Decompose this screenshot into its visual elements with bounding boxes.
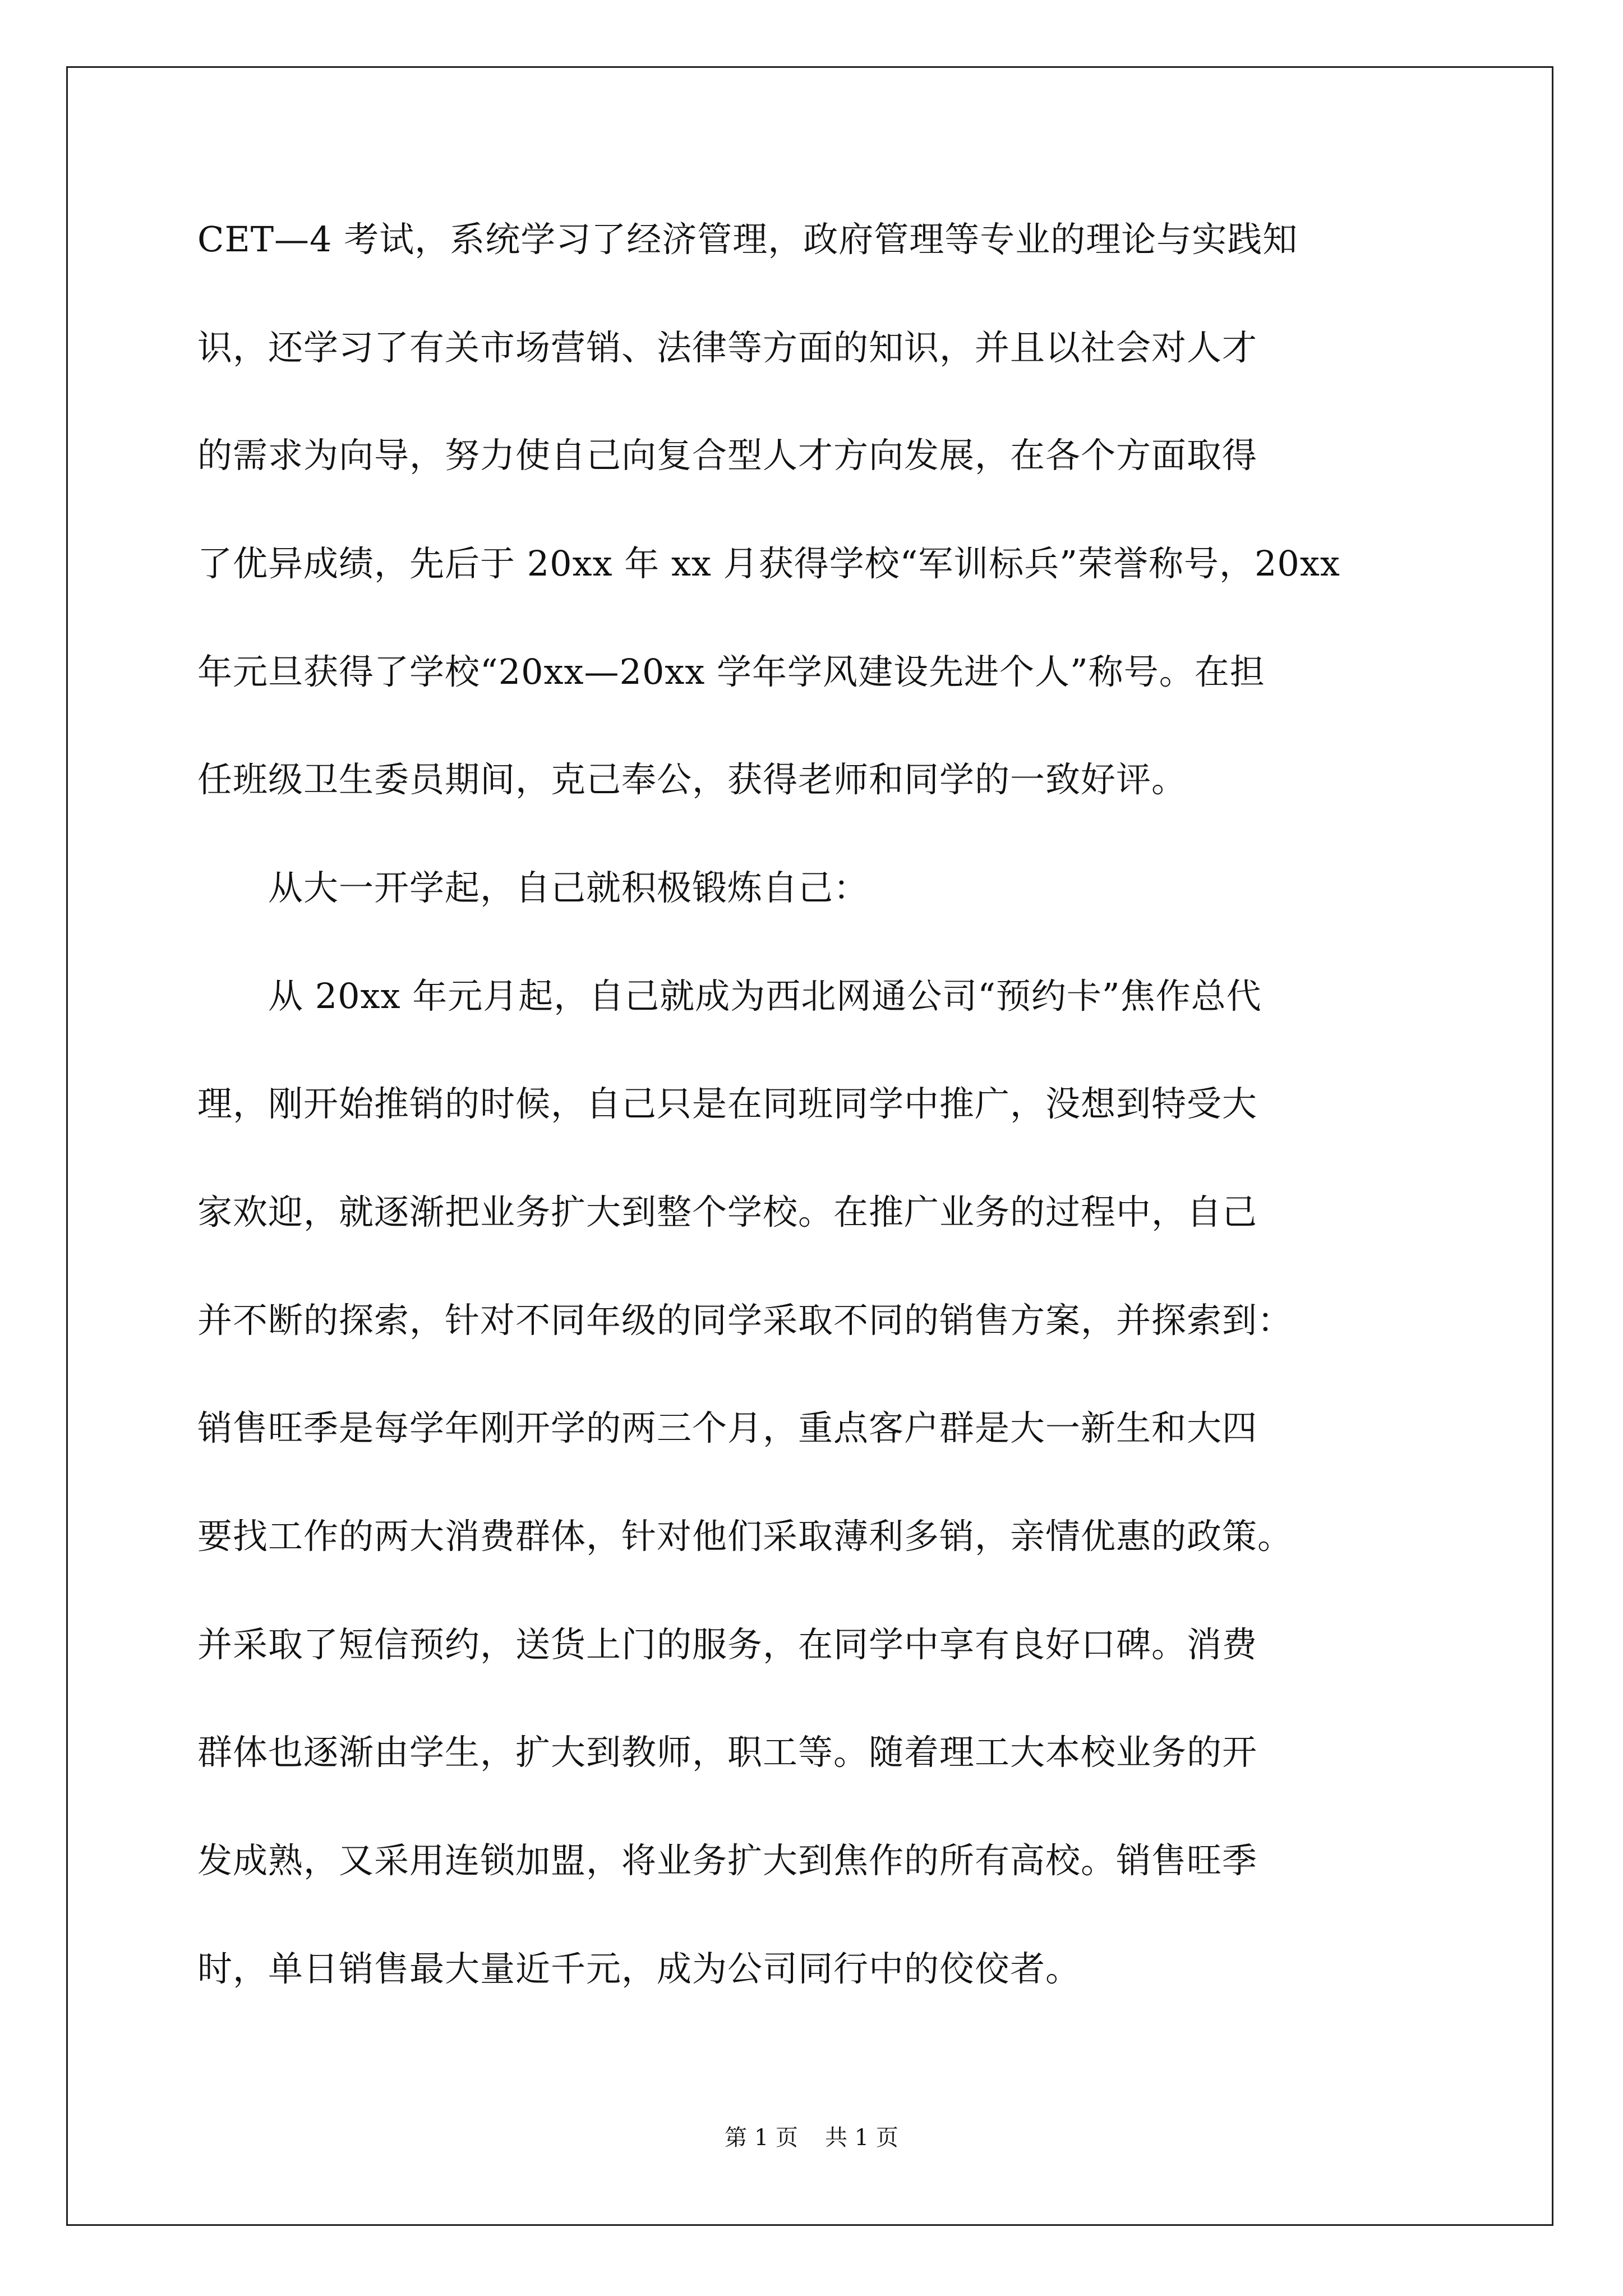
text-line: 了优异成绩，先后于 20xx 年 xx 月获得学校“军训标兵”荣誉称号，20xx [197, 543, 1340, 584]
text-line: 家欢迎，就逐渐把业务扩大到整个学校。在推广业务的过程中，自己 [197, 1191, 1258, 1232]
text-line: 发成熟，又采用连锁加盟，将业务扩大到焦作的所有高校。销售旺季 [197, 1840, 1258, 1881]
text-line: CET—4 考试，系统学习了经济管理，政府管理等专业的理论与实践知 [197, 219, 1298, 260]
text-line: 要找工作的两大消费群体，针对他们采取薄利多销，亲情优惠的政策。 [197, 1516, 1293, 1557]
page-border [66, 66, 1553, 2226]
page-number: 第 1 页 [725, 2125, 798, 2151]
text-line: 任班级卫生委员期间，克己奉公，获得老师和同学的一致好评。 [197, 759, 1187, 800]
text-line: 时，单日销售最大量近千元，成为公司同行中的佼佼者。 [197, 1948, 1081, 1989]
page-total: 共 1 页 [825, 2125, 898, 2151]
page-footer [0, 2124, 1623, 2152]
text-line: 从 20xx 年元月起，自己就成为西北网通公司“预约卡”焦作总代 [197, 976, 1262, 1016]
text-line: 的需求为向导，努力使自己向复合型人才方向发展，在各个方面取得 [197, 435, 1258, 476]
text-line: 识，还学习了有关市场营销、法律等方面的知识，并且以社会对人才 [197, 327, 1258, 368]
text-line: 理，刚开始推销的时候，自己只是在同班同学中推广，没想到特受大 [197, 1083, 1258, 1124]
text-line: 销售旺季是每学年刚开学的两三个月，重点客户群是大一新生和大四 [197, 1407, 1258, 1448]
text-line: 群体也逐渐由学生，扩大到教师，职工等。随着理工大本校业务的开 [197, 1732, 1258, 1773]
text-line: 年元旦获得了学校“20xx—20xx 学年学风建设先进个人”称号。在担 [197, 651, 1265, 692]
text-line: 从大一开学起，自己就积极锻炼自己： [197, 867, 869, 908]
text-line: 并采取了短信预约，送货上门的服务，在同学中享有良好口碑。消费 [197, 1624, 1258, 1665]
text-line: 并不断的探索，针对不同年级的同学采取不同的销售方案，并探索到： [197, 1300, 1293, 1341]
